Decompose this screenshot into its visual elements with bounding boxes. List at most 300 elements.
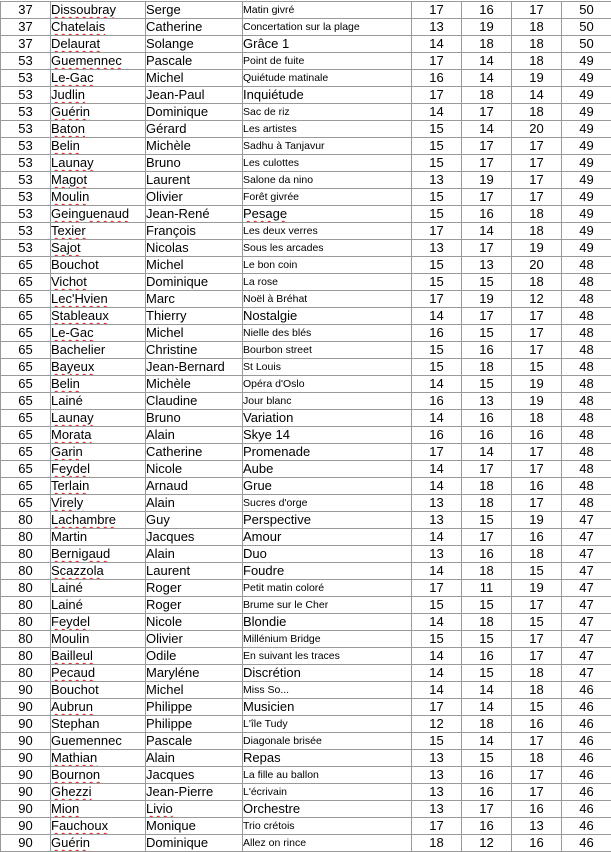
photo-title-cell[interactable]: Concertation sur la plage bbox=[243, 19, 412, 36]
total-cell[interactable]: 49 bbox=[562, 138, 611, 155]
score-1-cell[interactable]: 13 bbox=[412, 240, 462, 257]
total-cell[interactable]: 46 bbox=[562, 801, 611, 818]
total-cell[interactable]: 50 bbox=[562, 36, 611, 53]
last-name-cell[interactable] bbox=[51, 546, 146, 563]
rank-cell[interactable]: 90 bbox=[1, 682, 51, 699]
score-3-cell[interactable]: 17 bbox=[512, 155, 562, 172]
total-cell[interactable]: 49 bbox=[562, 53, 611, 70]
rank-cell[interactable]: 90 bbox=[1, 733, 51, 750]
total-cell[interactable]: 46 bbox=[562, 733, 611, 750]
first-name-cell[interactable]: Monique bbox=[146, 818, 243, 835]
last-name-cell[interactable] bbox=[51, 274, 146, 291]
score-1-cell[interactable]: 16 bbox=[412, 325, 462, 342]
first-name-cell[interactable]: Dominique bbox=[146, 274, 243, 291]
first-name-cell[interactable]: Jacques bbox=[146, 529, 243, 546]
rank-cell[interactable]: 53 bbox=[1, 240, 51, 257]
score-2-cell[interactable]: 16 bbox=[462, 546, 512, 563]
score-3-cell[interactable]: 16 bbox=[512, 716, 562, 733]
score-1-cell[interactable]: 14 bbox=[412, 563, 462, 580]
score-2-cell[interactable]: 14 bbox=[462, 682, 512, 699]
last-name-cell[interactable] bbox=[51, 784, 146, 801]
photo-title-cell[interactable]: La rose bbox=[243, 274, 412, 291]
score-2-cell[interactable]: 16 bbox=[462, 818, 512, 835]
score-3-cell[interactable]: 18 bbox=[512, 410, 562, 427]
score-3-cell[interactable]: 17 bbox=[512, 138, 562, 155]
total-cell[interactable]: 46 bbox=[562, 716, 611, 733]
last-name-cell[interactable] bbox=[51, 495, 146, 512]
photo-title-cell[interactable]: Grâce 1 bbox=[243, 36, 412, 53]
score-1-cell[interactable]: 17 bbox=[412, 818, 462, 835]
score-3-cell[interactable]: 17 bbox=[512, 631, 562, 648]
score-3-cell[interactable]: 18 bbox=[512, 682, 562, 699]
rank-cell[interactable]: 90 bbox=[1, 801, 51, 818]
photo-title-cell[interactable]: Sous les arcades bbox=[243, 240, 412, 257]
last-name-cell[interactable] bbox=[51, 155, 146, 172]
last-name-cell[interactable] bbox=[51, 461, 146, 478]
score-2-cell[interactable]: 14 bbox=[462, 444, 512, 461]
total-cell[interactable]: 50 bbox=[562, 2, 611, 19]
total-cell[interactable]: 49 bbox=[562, 87, 611, 104]
photo-title-cell[interactable]: Repas bbox=[243, 750, 412, 767]
photo-title-cell[interactable]: Grue bbox=[243, 478, 412, 495]
score-2-cell[interactable]: 16 bbox=[462, 648, 512, 665]
score-2-cell[interactable]: 15 bbox=[462, 750, 512, 767]
score-2-cell[interactable]: 13 bbox=[462, 393, 512, 410]
first-name-cell[interactable]: Gérard bbox=[146, 121, 243, 138]
photo-title-cell[interactable]: Millénium Bridge bbox=[243, 631, 412, 648]
photo-title-cell[interactable]: Les culottes bbox=[243, 155, 412, 172]
rank-cell[interactable]: 65 bbox=[1, 410, 51, 427]
rank-cell[interactable]: 80 bbox=[1, 529, 51, 546]
photo-title-cell[interactable]: L'écrivain bbox=[243, 784, 412, 801]
score-3-cell[interactable]: 18 bbox=[512, 223, 562, 240]
last-name-cell[interactable] bbox=[51, 410, 146, 427]
first-name-cell[interactable]: Solange bbox=[146, 36, 243, 53]
rank-cell[interactable]: 90 bbox=[1, 699, 51, 716]
total-cell[interactable]: 48 bbox=[562, 393, 611, 410]
last-name-cell[interactable] bbox=[51, 308, 146, 325]
total-cell[interactable]: 46 bbox=[562, 682, 611, 699]
rank-cell[interactable]: 80 bbox=[1, 631, 51, 648]
last-name-cell[interactable] bbox=[51, 614, 146, 631]
total-cell[interactable]: 47 bbox=[562, 648, 611, 665]
rank-cell[interactable]: 65 bbox=[1, 376, 51, 393]
photo-title-cell[interactable]: Musicien bbox=[243, 699, 412, 716]
score-3-cell[interactable]: 18 bbox=[512, 104, 562, 121]
score-1-cell[interactable]: 15 bbox=[412, 121, 462, 138]
total-cell[interactable]: 48 bbox=[562, 410, 611, 427]
rank-cell[interactable]: 53 bbox=[1, 172, 51, 189]
last-name-cell[interactable] bbox=[51, 512, 146, 529]
score-2-cell[interactable]: 18 bbox=[462, 478, 512, 495]
total-cell[interactable]: 48 bbox=[562, 376, 611, 393]
score-2-cell[interactable]: 19 bbox=[462, 172, 512, 189]
first-name-cell[interactable]: Guy bbox=[146, 512, 243, 529]
score-3-cell[interactable]: 19 bbox=[512, 580, 562, 597]
total-cell[interactable]: 46 bbox=[562, 699, 611, 716]
score-2-cell[interactable]: 13 bbox=[462, 257, 512, 274]
photo-title-cell[interactable]: Promenade bbox=[243, 444, 412, 461]
score-1-cell[interactable]: 14 bbox=[412, 104, 462, 121]
score-1-cell[interactable]: 17 bbox=[412, 53, 462, 70]
score-1-cell[interactable]: 13 bbox=[412, 546, 462, 563]
last-name-cell[interactable] bbox=[51, 53, 146, 70]
rank-cell[interactable]: 80 bbox=[1, 563, 51, 580]
first-name-cell[interactable]: Jean-Bernard bbox=[146, 359, 243, 376]
first-name-cell[interactable]: Michèle bbox=[146, 138, 243, 155]
photo-title-cell[interactable]: Blondie bbox=[243, 614, 412, 631]
score-3-cell[interactable]: 17 bbox=[512, 2, 562, 19]
score-2-cell[interactable]: 18 bbox=[462, 359, 512, 376]
score-1-cell[interactable]: 17 bbox=[412, 2, 462, 19]
photo-title-cell[interactable]: Petit matin coloré bbox=[243, 580, 412, 597]
score-3-cell[interactable]: 16 bbox=[512, 529, 562, 546]
score-3-cell[interactable]: 17 bbox=[512, 495, 562, 512]
photo-title-cell[interactable]: L'île Tudy bbox=[243, 716, 412, 733]
score-2-cell[interactable]: 17 bbox=[462, 461, 512, 478]
rank-cell[interactable]: 65 bbox=[1, 308, 51, 325]
rank-cell[interactable]: 53 bbox=[1, 53, 51, 70]
total-cell[interactable]: 46 bbox=[562, 767, 611, 784]
score-3-cell[interactable]: 17 bbox=[512, 189, 562, 206]
score-1-cell[interactable]: 16 bbox=[412, 70, 462, 87]
score-1-cell[interactable]: 13 bbox=[412, 512, 462, 529]
photo-title-cell[interactable]: Quiétude matinale bbox=[243, 70, 412, 87]
total-cell[interactable]: 48 bbox=[562, 427, 611, 444]
score-3-cell[interactable]: 12 bbox=[512, 291, 562, 308]
last-name-cell[interactable] bbox=[51, 223, 146, 240]
last-name-cell[interactable]: Bachelier bbox=[51, 342, 146, 359]
score-2-cell[interactable]: 17 bbox=[462, 189, 512, 206]
total-cell[interactable]: 49 bbox=[562, 155, 611, 172]
rank-cell[interactable]: 53 bbox=[1, 206, 51, 223]
last-name-cell[interactable] bbox=[51, 206, 146, 223]
photo-title-cell[interactable]: Amour bbox=[243, 529, 412, 546]
score-1-cell[interactable]: 16 bbox=[412, 393, 462, 410]
photo-title-cell[interactable]: Salone da nino bbox=[243, 172, 412, 189]
last-name-cell[interactable] bbox=[51, 291, 146, 308]
score-2-cell[interactable]: 17 bbox=[462, 138, 512, 155]
score-1-cell[interactable]: 15 bbox=[412, 274, 462, 291]
rank-cell[interactable]: 90 bbox=[1, 767, 51, 784]
score-2-cell[interactable]: 17 bbox=[462, 240, 512, 257]
total-cell[interactable]: 48 bbox=[562, 342, 611, 359]
last-name-cell[interactable]: Bouchot bbox=[51, 257, 146, 274]
rank-cell[interactable]: 65 bbox=[1, 325, 51, 342]
first-name-cell[interactable]: Odile bbox=[146, 648, 243, 665]
photo-title-cell[interactable]: Perspective bbox=[243, 512, 412, 529]
photo-title-cell[interactable]: Point de fuite bbox=[243, 53, 412, 70]
first-name-cell[interactable]: Michel bbox=[146, 325, 243, 342]
rank-cell[interactable]: 65 bbox=[1, 393, 51, 410]
score-3-cell[interactable]: 18 bbox=[512, 53, 562, 70]
first-name-cell[interactable]: Serge bbox=[146, 2, 243, 19]
score-3-cell[interactable]: 17 bbox=[512, 342, 562, 359]
first-name-cell[interactable]: Maryléne bbox=[146, 665, 243, 682]
score-1-cell[interactable]: 13 bbox=[412, 784, 462, 801]
photo-title-cell[interactable]: En suivant les traces bbox=[243, 648, 412, 665]
score-3-cell[interactable]: 19 bbox=[512, 70, 562, 87]
first-name-cell[interactable]: Pascale bbox=[146, 733, 243, 750]
score-1-cell[interactable]: 13 bbox=[412, 19, 462, 36]
total-cell[interactable]: 48 bbox=[562, 325, 611, 342]
score-3-cell[interactable]: 15 bbox=[512, 563, 562, 580]
total-cell[interactable]: 49 bbox=[562, 121, 611, 138]
score-2-cell[interactable]: 18 bbox=[462, 495, 512, 512]
rank-cell[interactable]: 65 bbox=[1, 461, 51, 478]
total-cell[interactable]: 47 bbox=[562, 563, 611, 580]
photo-title-cell[interactable]: Miss So... bbox=[243, 682, 412, 699]
first-name-cell[interactable]: Bruno bbox=[146, 155, 243, 172]
rank-cell[interactable]: 80 bbox=[1, 580, 51, 597]
photo-title-cell[interactable]: Duo bbox=[243, 546, 412, 563]
rank-cell[interactable]: 65 bbox=[1, 495, 51, 512]
score-1-cell[interactable]: 15 bbox=[412, 597, 462, 614]
first-name-cell[interactable]: Jacques bbox=[146, 767, 243, 784]
rank-cell[interactable]: 80 bbox=[1, 614, 51, 631]
last-name-cell[interactable] bbox=[51, 801, 146, 818]
rank-cell[interactable]: 65 bbox=[1, 291, 51, 308]
total-cell[interactable]: 46 bbox=[562, 818, 611, 835]
score-1-cell[interactable]: 15 bbox=[412, 138, 462, 155]
photo-title-cell[interactable]: Bourbon street bbox=[243, 342, 412, 359]
score-2-cell[interactable]: 11 bbox=[462, 580, 512, 597]
last-name-cell[interactable] bbox=[51, 19, 146, 36]
score-2-cell[interactable]: 16 bbox=[462, 206, 512, 223]
first-name-cell[interactable]: Michel bbox=[146, 682, 243, 699]
score-1-cell[interactable]: 17 bbox=[412, 87, 462, 104]
last-name-cell[interactable] bbox=[51, 699, 146, 716]
rank-cell[interactable]: 80 bbox=[1, 546, 51, 563]
first-name-cell[interactable]: Nicolas bbox=[146, 240, 243, 257]
last-name-cell[interactable] bbox=[51, 104, 146, 121]
photo-title-cell[interactable]: Le bon coin bbox=[243, 257, 412, 274]
first-name-cell[interactable]: Alain bbox=[146, 495, 243, 512]
score-1-cell[interactable]: 14 bbox=[412, 461, 462, 478]
score-2-cell[interactable]: 15 bbox=[462, 512, 512, 529]
score-2-cell[interactable]: 15 bbox=[462, 274, 512, 291]
total-cell[interactable]: 48 bbox=[562, 461, 611, 478]
rank-cell[interactable]: 65 bbox=[1, 444, 51, 461]
score-2-cell[interactable]: 16 bbox=[462, 784, 512, 801]
score-1-cell[interactable]: 14 bbox=[412, 682, 462, 699]
first-name-cell[interactable] bbox=[146, 801, 243, 818]
score-3-cell[interactable]: 15 bbox=[512, 699, 562, 716]
first-name-cell[interactable]: Jean-Paul bbox=[146, 87, 243, 104]
score-3-cell[interactable]: 19 bbox=[512, 512, 562, 529]
last-name-cell[interactable] bbox=[51, 325, 146, 342]
photo-title-cell[interactable]: St Louis bbox=[243, 359, 412, 376]
score-3-cell[interactable]: 18 bbox=[512, 750, 562, 767]
score-2-cell[interactable]: 15 bbox=[462, 665, 512, 682]
first-name-cell[interactable]: Michèle bbox=[146, 376, 243, 393]
photo-title-cell[interactable]: Jour blanc bbox=[243, 393, 412, 410]
total-cell[interactable]: 49 bbox=[562, 223, 611, 240]
rank-cell[interactable]: 80 bbox=[1, 597, 51, 614]
score-2-cell[interactable]: 14 bbox=[462, 733, 512, 750]
score-3-cell[interactable]: 17 bbox=[512, 767, 562, 784]
rank-cell[interactable]: 90 bbox=[1, 835, 51, 852]
score-3-cell[interactable]: 16 bbox=[512, 801, 562, 818]
score-1-cell[interactable]: 15 bbox=[412, 733, 462, 750]
first-name-cell[interactable]: Olivier bbox=[146, 189, 243, 206]
score-1-cell[interactable]: 17 bbox=[412, 223, 462, 240]
rank-cell[interactable]: 90 bbox=[1, 716, 51, 733]
score-3-cell[interactable]: 18 bbox=[512, 546, 562, 563]
score-2-cell[interactable]: 15 bbox=[462, 631, 512, 648]
score-3-cell[interactable]: 17 bbox=[512, 597, 562, 614]
total-cell[interactable]: 47 bbox=[562, 631, 611, 648]
score-3-cell[interactable]: 18 bbox=[512, 665, 562, 682]
first-name-cell[interactable]: Catherine bbox=[146, 19, 243, 36]
score-1-cell[interactable]: 13 bbox=[412, 750, 462, 767]
score-2-cell[interactable]: 17 bbox=[462, 308, 512, 325]
photo-title-cell[interactable]: Brume sur le Cher bbox=[243, 597, 412, 614]
total-cell[interactable]: 49 bbox=[562, 206, 611, 223]
last-name-cell[interactable]: Stephan bbox=[51, 716, 146, 733]
score-1-cell[interactable]: 12 bbox=[412, 716, 462, 733]
total-cell[interactable]: 49 bbox=[562, 189, 611, 206]
score-3-cell[interactable]: 15 bbox=[512, 614, 562, 631]
score-1-cell[interactable]: 17 bbox=[412, 444, 462, 461]
score-3-cell[interactable]: 17 bbox=[512, 733, 562, 750]
score-2-cell[interactable]: 17 bbox=[462, 155, 512, 172]
score-2-cell[interactable]: 14 bbox=[462, 223, 512, 240]
photo-title-cell[interactable]: Trio crétois bbox=[243, 818, 412, 835]
first-name-cell[interactable]: Philippe bbox=[146, 716, 243, 733]
score-1-cell[interactable]: 13 bbox=[412, 801, 462, 818]
score-1-cell[interactable]: 15 bbox=[412, 155, 462, 172]
photo-title-cell[interactable]: Orchestre bbox=[243, 801, 412, 818]
first-name-cell[interactable]: Olivier bbox=[146, 631, 243, 648]
score-3-cell[interactable]: 14 bbox=[512, 87, 562, 104]
first-name-cell[interactable]: Arnaud bbox=[146, 478, 243, 495]
last-name-cell[interactable] bbox=[51, 172, 146, 189]
last-name-cell[interactable] bbox=[51, 767, 146, 784]
score-3-cell[interactable]: 17 bbox=[512, 648, 562, 665]
first-name-cell[interactable]: Laurent bbox=[146, 172, 243, 189]
last-name-cell[interactable] bbox=[51, 2, 146, 19]
score-3-cell[interactable]: 17 bbox=[512, 325, 562, 342]
first-name-cell[interactable]: Catherine bbox=[146, 444, 243, 461]
first-name-cell[interactable]: Jean-Pierre bbox=[146, 784, 243, 801]
rank-cell[interactable]: 65 bbox=[1, 342, 51, 359]
rank-cell[interactable]: 53 bbox=[1, 189, 51, 206]
first-name-cell[interactable]: Nicole bbox=[146, 461, 243, 478]
score-1-cell[interactable]: 15 bbox=[412, 206, 462, 223]
rank-cell[interactable]: 80 bbox=[1, 512, 51, 529]
score-3-cell[interactable]: 20 bbox=[512, 257, 562, 274]
photo-title-cell[interactable]: Sac de riz bbox=[243, 104, 412, 121]
score-1-cell[interactable]: 15 bbox=[412, 189, 462, 206]
score-1-cell[interactable]: 14 bbox=[412, 614, 462, 631]
score-1-cell[interactable]: 14 bbox=[412, 410, 462, 427]
total-cell[interactable]: 48 bbox=[562, 495, 611, 512]
score-2-cell[interactable]: 18 bbox=[462, 716, 512, 733]
score-1-cell[interactable]: 17 bbox=[412, 580, 462, 597]
score-3-cell[interactable]: 20 bbox=[512, 121, 562, 138]
total-cell[interactable]: 48 bbox=[562, 444, 611, 461]
total-cell[interactable]: 49 bbox=[562, 172, 611, 189]
score-2-cell[interactable]: 16 bbox=[462, 767, 512, 784]
score-1-cell[interactable]: 15 bbox=[412, 631, 462, 648]
last-name-cell[interactable] bbox=[51, 648, 146, 665]
photo-title-cell[interactable]: Inquiétude bbox=[243, 87, 412, 104]
first-name-cell[interactable]: Alain bbox=[146, 750, 243, 767]
score-3-cell[interactable]: 18 bbox=[512, 19, 562, 36]
score-2-cell[interactable]: 18 bbox=[462, 36, 512, 53]
last-name-cell[interactable] bbox=[51, 835, 146, 852]
score-2-cell[interactable]: 15 bbox=[462, 597, 512, 614]
rank-cell[interactable]: 80 bbox=[1, 648, 51, 665]
photo-title-cell[interactable]: Allez on rince bbox=[243, 835, 412, 852]
first-name-cell[interactable]: Alain bbox=[146, 427, 243, 444]
total-cell[interactable]: 47 bbox=[562, 614, 611, 631]
score-2-cell[interactable]: 14 bbox=[462, 121, 512, 138]
rank-cell[interactable]: 37 bbox=[1, 36, 51, 53]
score-2-cell[interactable]: 17 bbox=[462, 529, 512, 546]
score-3-cell[interactable]: 19 bbox=[512, 240, 562, 257]
total-cell[interactable]: 46 bbox=[562, 784, 611, 801]
score-1-cell[interactable]: 14 bbox=[412, 376, 462, 393]
score-1-cell[interactable]: 15 bbox=[412, 257, 462, 274]
total-cell[interactable]: 48 bbox=[562, 308, 611, 325]
last-name-cell[interactable]: Martin bbox=[51, 529, 146, 546]
rank-cell[interactable]: 65 bbox=[1, 257, 51, 274]
score-3-cell[interactable]: 16 bbox=[512, 427, 562, 444]
rank-cell[interactable]: 53 bbox=[1, 104, 51, 121]
photo-title-cell[interactable]: La fille au ballon bbox=[243, 767, 412, 784]
score-2-cell[interactable]: 18 bbox=[462, 87, 512, 104]
score-3-cell[interactable]: 13 bbox=[512, 818, 562, 835]
total-cell[interactable]: 50 bbox=[562, 19, 611, 36]
score-1-cell[interactable]: 18 bbox=[412, 835, 462, 852]
photo-title-cell[interactable]: Les artistes bbox=[243, 121, 412, 138]
last-name-cell[interactable]: Lainé bbox=[51, 580, 146, 597]
photo-title-cell[interactable]: Aube bbox=[243, 461, 412, 478]
score-3-cell[interactable]: 18 bbox=[512, 206, 562, 223]
first-name-cell[interactable]: Thierry bbox=[146, 308, 243, 325]
rank-cell[interactable]: 53 bbox=[1, 87, 51, 104]
photo-title-cell[interactable]: Noël à Bréhat bbox=[243, 291, 412, 308]
score-3-cell[interactable]: 16 bbox=[512, 835, 562, 852]
last-name-cell[interactable]: Moulin bbox=[51, 631, 146, 648]
total-cell[interactable]: 49 bbox=[562, 104, 611, 121]
rank-cell[interactable]: 53 bbox=[1, 223, 51, 240]
score-3-cell[interactable]: 17 bbox=[512, 461, 562, 478]
score-1-cell[interactable]: 14 bbox=[412, 478, 462, 495]
total-cell[interactable]: 48 bbox=[562, 359, 611, 376]
score-3-cell[interactable]: 17 bbox=[512, 784, 562, 801]
last-name-cell[interactable]: Bouchot bbox=[51, 682, 146, 699]
total-cell[interactable]: 47 bbox=[562, 529, 611, 546]
first-name-cell[interactable]: Michel bbox=[146, 70, 243, 87]
score-2-cell[interactable]: 16 bbox=[462, 2, 512, 19]
score-1-cell[interactable]: 17 bbox=[412, 291, 462, 308]
score-1-cell[interactable]: 13 bbox=[412, 495, 462, 512]
total-cell[interactable]: 47 bbox=[562, 665, 611, 682]
score-2-cell[interactable]: 19 bbox=[462, 19, 512, 36]
score-1-cell[interactable]: 16 bbox=[412, 427, 462, 444]
last-name-cell[interactable] bbox=[51, 36, 146, 53]
score-2-cell[interactable]: 17 bbox=[462, 801, 512, 818]
score-2-cell[interactable]: 15 bbox=[462, 376, 512, 393]
photo-title-cell[interactable]: Sadhu à Tanjavur bbox=[243, 138, 412, 155]
photo-title-cell[interactable]: Les deux verres bbox=[243, 223, 412, 240]
photo-title-cell[interactable]: Forêt givrée bbox=[243, 189, 412, 206]
first-name-cell[interactable]: François bbox=[146, 223, 243, 240]
last-name-cell[interactable] bbox=[51, 665, 146, 682]
